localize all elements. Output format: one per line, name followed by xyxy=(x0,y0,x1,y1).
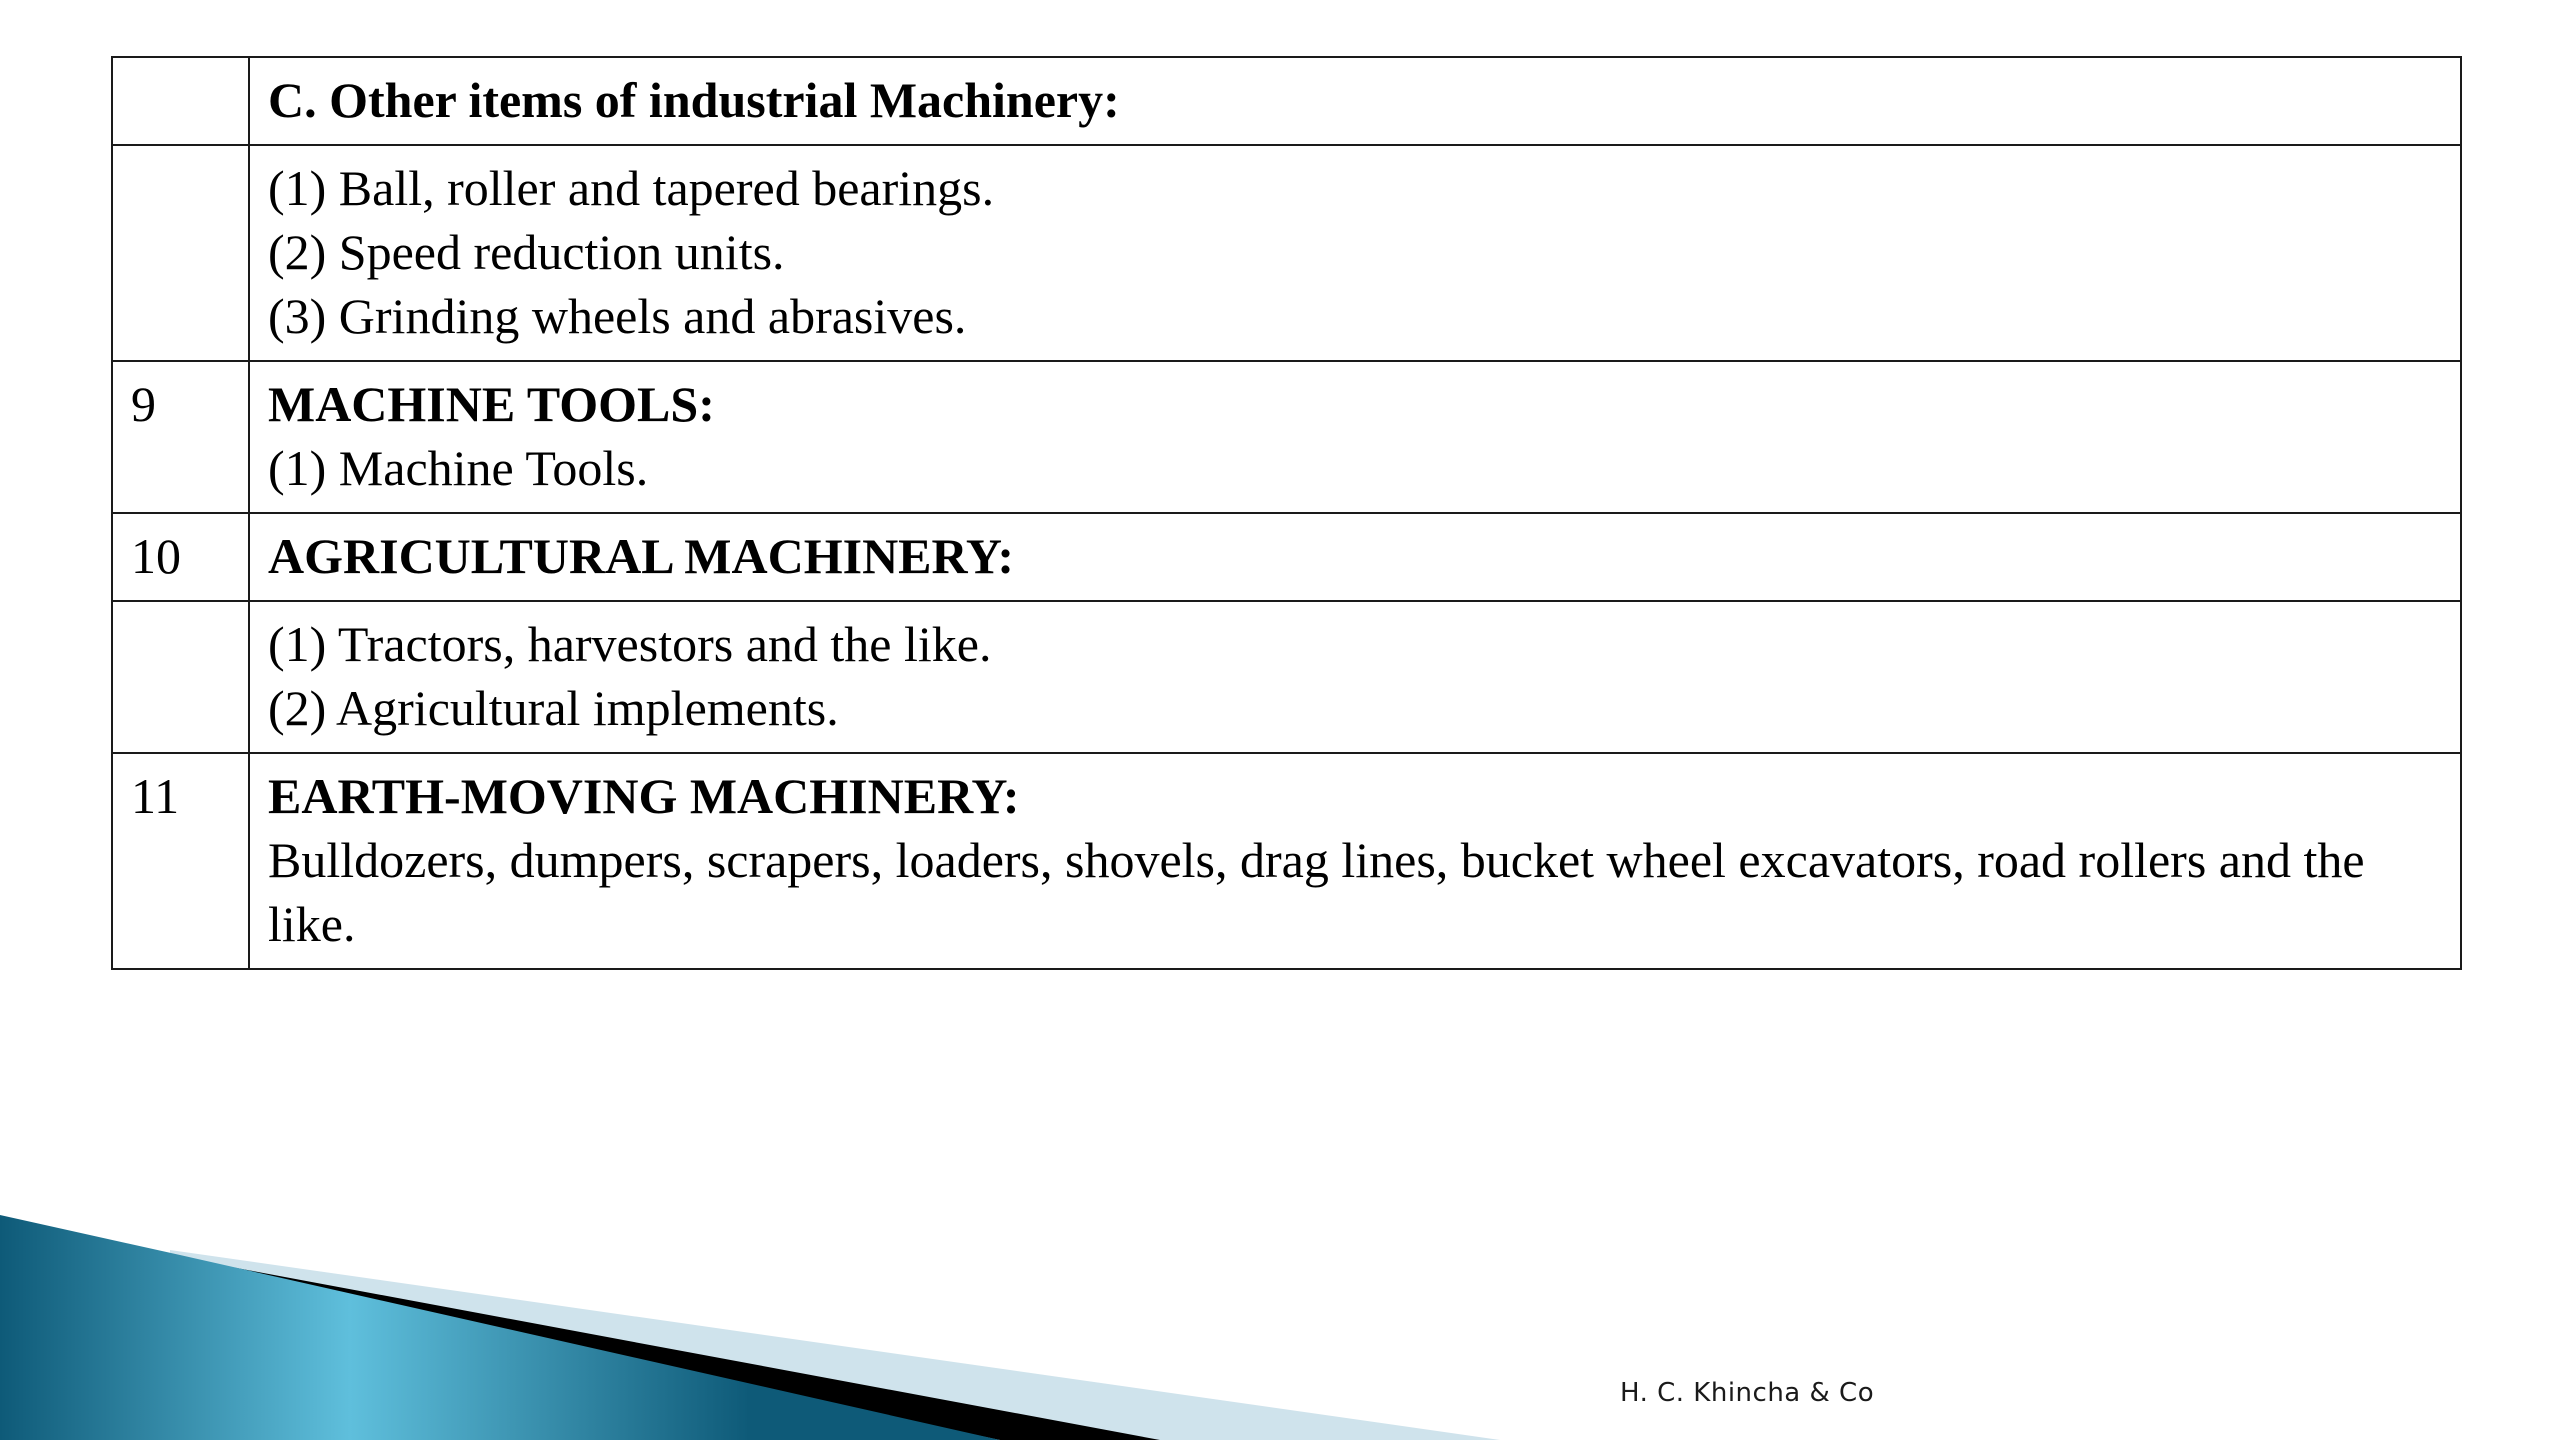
item-line: (1) Tractors, harvestors and the like. xyxy=(268,616,992,672)
table-row xyxy=(112,753,2461,969)
item-line: (2) Speed reduction units. xyxy=(268,224,785,280)
item-number-cell xyxy=(112,601,249,753)
item-line: (3) Grinding wheels and abrasives. xyxy=(268,288,967,344)
item-line: (1) Machine Tools. xyxy=(268,440,649,496)
item-number-cell xyxy=(112,57,249,145)
item-text-cell xyxy=(249,57,2461,145)
section-heading: MACHINE TOOLS: xyxy=(268,376,715,432)
section-heading: EARTH-MOVING MACHINERY: xyxy=(268,768,1020,824)
item-number-cell: 11 xyxy=(112,753,249,969)
item-number-cell xyxy=(112,145,249,361)
item-text-cell xyxy=(249,145,2461,361)
blue-wedge xyxy=(0,1215,1000,1440)
section-heading: C. Other items of industrial Machinery: xyxy=(268,72,1120,128)
table-row xyxy=(112,361,2461,513)
item-line: Bulldozers, dumpers, scrapers, loaders, shovels, drag lines, bucket wheel excavators, road rollers and the like. xyxy=(268,832,2365,952)
item-line: (1) Ball, roller and tapered bearings. xyxy=(268,160,995,216)
table-row xyxy=(112,57,2461,145)
item-line: (2) Agricultural implements. xyxy=(268,680,839,736)
machinery-table xyxy=(111,56,2462,970)
item-text-cell xyxy=(249,753,2461,969)
item-text-cell xyxy=(249,513,2461,601)
pale-stripe xyxy=(170,1250,1500,1440)
item-text-cell xyxy=(249,361,2461,513)
item-number-cell: 9 xyxy=(112,361,249,513)
black-stripe xyxy=(140,1250,1160,1440)
footer-credit: H. C. Khincha & Co xyxy=(1620,1378,1875,1408)
table-row xyxy=(112,145,2461,361)
table-row xyxy=(112,601,2461,753)
table-row xyxy=(112,513,2461,601)
item-text-cell xyxy=(249,601,2461,753)
item-number-cell: 10 xyxy=(112,513,249,601)
section-heading: AGRICULTURAL MACHINERY: xyxy=(268,528,1015,584)
